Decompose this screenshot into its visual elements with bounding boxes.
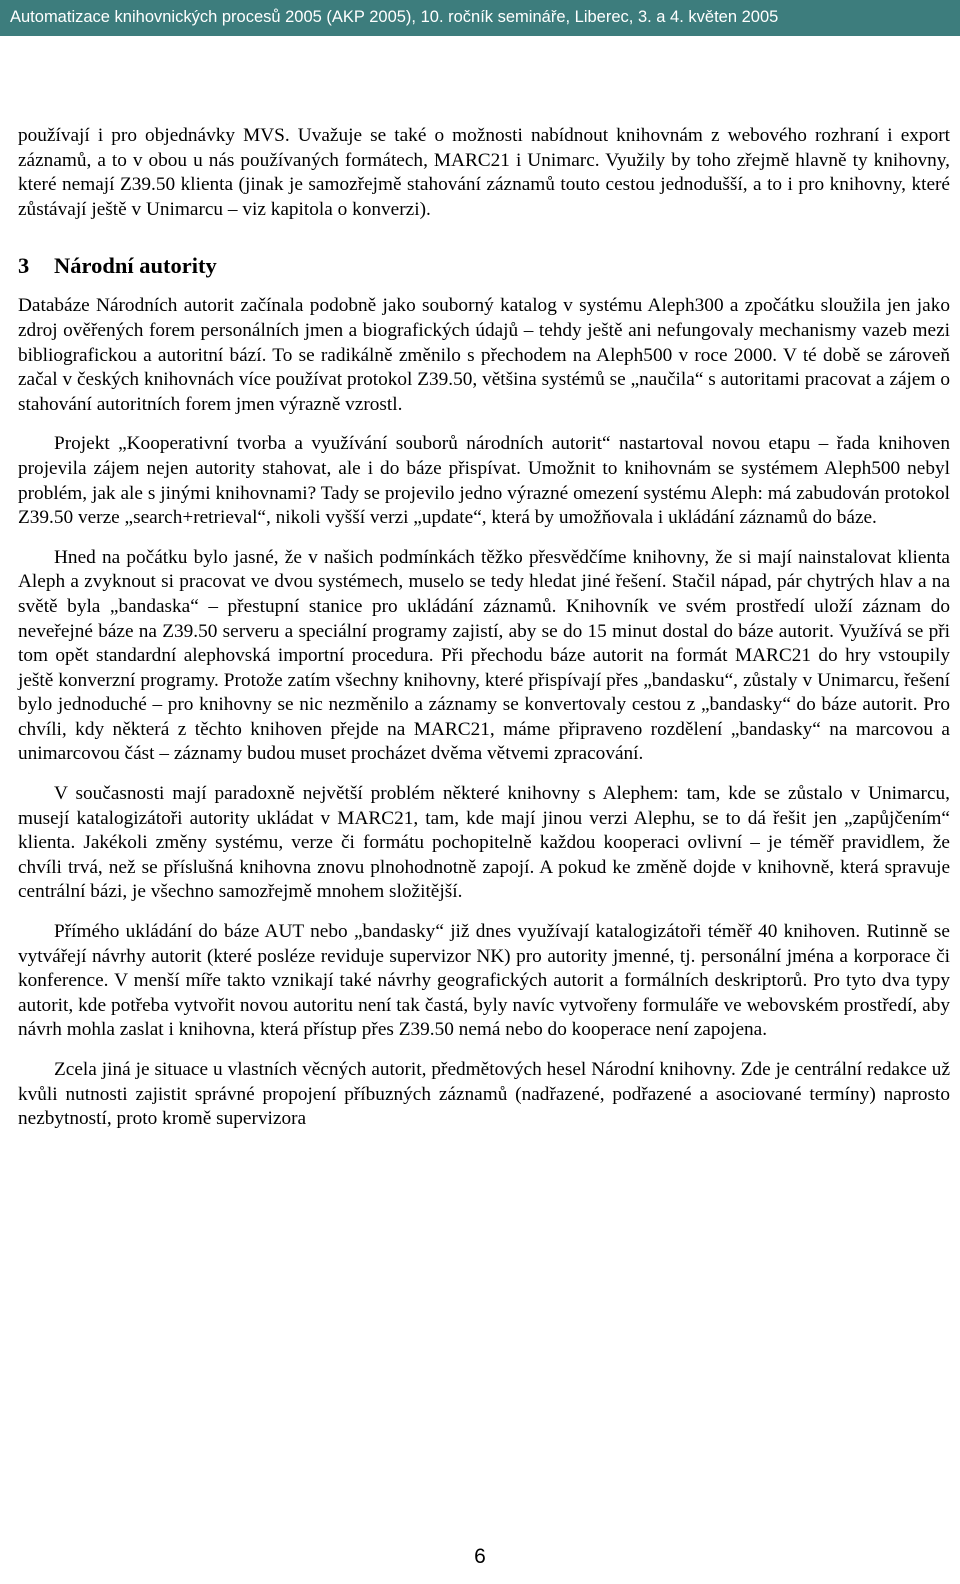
running-header-title: Automatizace knihovnických procesů 2005 (AKP 2005), 10. ročník semináře, Liberec, 3. a 4. květen 2005 <box>10 8 779 26</box>
intro-paragraph: používají i pro objednávky MVS. Uvažuje se také o možnosti nabídnout knihovnám z webového rozhraní i export záznamů, a to v obou u nás používaných formátech, MARC21 i Unimarc. Využily by toho zřejmě hlavně ty knihovny, které nemají Z39.50 klienta (jinak je samozřejmě stahování záznamů touto cestou jednodušší, a to i pro knihovny, které zůstávají ještě v Unimarcu – viz kapitola o konverzi). <box>18 125 950 220</box>
running-header <box>0 0 960 36</box>
paragraph: Přímého ukládání do báze AUT nebo „bandasky“ již dnes využívají katalogizátoři téměř 40 knihoven. Rutinně se vytvářejí návrhy autorit (které posléze reviduje supervizor NK) pro autority jmenné, tj. personální jména a korporace či konference. V menší míře takto vznikají také návrhy geografických autorit a formálních deskriptorů. Pro tyto dva typy autorit, kde potřeba vytvořit novou autoritu není tak častá, byly navíc vytvořeny formuláře ve webovském prostředí, aby návrh mohla zaslat i knihovna, která přístup přes Z39.50 nemá nebo do kooperace není zapojena. <box>18 921 950 1041</box>
document-body <box>18 124 950 1147</box>
paragraph: Hned na počátku bylo jasné, že v našich podmínkách těžko přesvědčíme knihovny, že si mají nainstalovat klienta Aleph a zvyknout si pracovat ve dvou systémech, muselo se tedy hledat jiné řešení. Stačil nápad, pár chytrých hlav a na světě byla „bandaska“ – přestupní stanice pro ukládání záznamů. Knihovník ve svém prostředí uloží záznam do neveřejné báze na Z39.50 serveru a speciální programy zajistí, aby se do 15 minut dostal do báze autorit. Využívá se při tom opět standardní alephovská importní procedura. Při přechodu báze autorit na formát MARC21 do hry vstoupily ještě konverzní programy. Protože zatím všechny knihovny, které přispívají přes „bandasku“, zůstaly v Unimarcu, řešení bylo jednoduché – pro knihovny se nic nezměnilo a záznamy se konvertovaly cestou z „bandasky“ do báze autorit. Pro chvíli, kdy některá z těchto knihoven přejde na MARC21, máme připraveno rozdělení „bandasky“ na marcovou a unimarcovou část – záznamy budou muset procházet dvěma větvemi zpracování. <box>18 546 950 765</box>
paragraph: Databáze Národních autorit začínala podobně jako souborný katalog v systému Aleph300 a zpočátku sloužila jen jako zdroj ověřených forem personálních jmen a biografických údajů – tehdy ještě ani nefungovaly mechanismy vazeb mezi bibliografickou a autoritní bází. To se radikálně změnilo s přechodem na Aleph500 v roce 2000. V té době se zároveň začal v českých knihovnách více používat protokol Z39.50, většina systémů se „naučila“ s autoritami pracovat a zájem o stahování autoritních forem jmen výrazně vzrostl. <box>18 295 950 415</box>
section-title: Národní autority <box>54 253 217 279</box>
paragraph: Zcela jiná je situace u vlastních věcných autorit, předmětových hesel Národní knihovny. Zde je centrální redakce už kvůli nutnosti zajistit správné propojení příbuzných záznamů (nadřazené, podřazené a asociované termíny) naprosto nezbytností, proto kromě supervizora <box>18 1059 950 1130</box>
section-number: 3 <box>18 253 30 279</box>
section-heading <box>18 252 950 280</box>
paragraph: V současnosti mají paradoxně největší problém některé knihovny s Alephem: tam, kde se zůstalo v Unimarcu, musejí katalogizátoři autority ukládat v MARC21, tam, kde mají jinou verzi Alephu, se to dá řešit jen „zapůjčením“ klienta. Jakékoli změny systému, verze či formátu pochopitelně každou kooperaci ovlivní – je téměř pravidlem, že chvíli trvá, než se příslušná knihovna znovu plnohodnotně zapojí. A pokud ke změně dojde v knihovně, která spravuje centrální bázi, je všechno samozřejmě mnohem složitější. <box>18 783 950 903</box>
page-number: 6 <box>474 1545 486 1568</box>
paragraph: Projekt „Kooperativní tvorba a využívání souborů národních autorit“ nastartoval novou etapu – řada knihoven projevila zájem nejen autority stahovat, ale i do báze přispívat. Umožnit to knihovnám se systémem Aleph500 nebyl problém, jak ale s jinými knihovnami? Tady se projevilo jedno výrazné omezení systému Aleph: má zabudován protokol Z39.50 verze „search+retrieval“, nikoli vyšší verzi „update“, která by umožňovala i ukládání záznamů do báze. <box>18 433 950 529</box>
